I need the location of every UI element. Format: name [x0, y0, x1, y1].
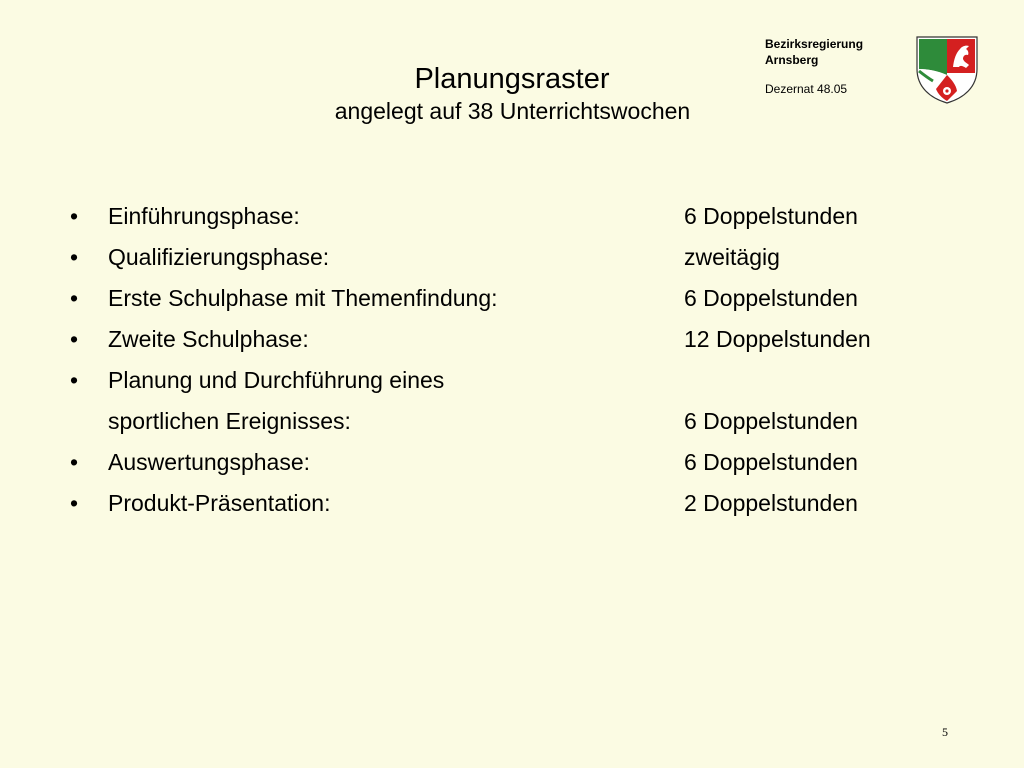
- phase-duration: 6 Doppelstunden: [684, 449, 858, 475]
- bullet-icon: •: [70, 244, 79, 270]
- department-label: Dezernat 48.05: [765, 82, 848, 96]
- organization-name-line1: Bezirksregierung: [765, 37, 864, 51]
- bullet-icon: •: [70, 203, 79, 229]
- phase-label: Planung und Durchführung eines: [108, 367, 445, 393]
- slide-subtitle: angelegt auf 38 Unterrichtswochen: [334, 98, 691, 124]
- bullet-icon: •: [70, 285, 79, 311]
- phase-label: Produkt-Präsentation:: [108, 490, 331, 516]
- phase-duration: 2 Doppelstunden: [684, 490, 858, 516]
- slide-title: Planungsraster: [414, 63, 610, 95]
- bullet-icon: •: [70, 490, 79, 516]
- phase-label: Qualifizierungsphase:: [108, 244, 330, 270]
- page-number: 5: [942, 725, 948, 739]
- phase-duration: zweitägig: [684, 244, 780, 270]
- phase-label: Erste Schulphase mit Themenfindung:: [108, 285, 498, 311]
- phase-duration: 6 Doppelstunden: [684, 203, 858, 229]
- bullet-icon: •: [70, 326, 79, 352]
- bullet-icon: •: [70, 367, 79, 393]
- phase-label: Einführungsphase:: [108, 203, 300, 229]
- phase-duration: 6 Doppelstunden: [684, 285, 858, 311]
- phase-duration: 6 Doppelstunden: [684, 408, 858, 434]
- phase-label: sportlichen Ereignisses:: [108, 408, 351, 434]
- phase-label: Zweite Schulphase:: [108, 326, 309, 352]
- bullet-icon: •: [70, 449, 79, 475]
- phase-duration: 12 Doppelstunden: [684, 326, 871, 352]
- phase-label: Auswertungsphase:: [108, 449, 311, 475]
- organization-name-line2: Arnsberg: [765, 53, 819, 67]
- title-block: [0, 62, 1024, 126]
